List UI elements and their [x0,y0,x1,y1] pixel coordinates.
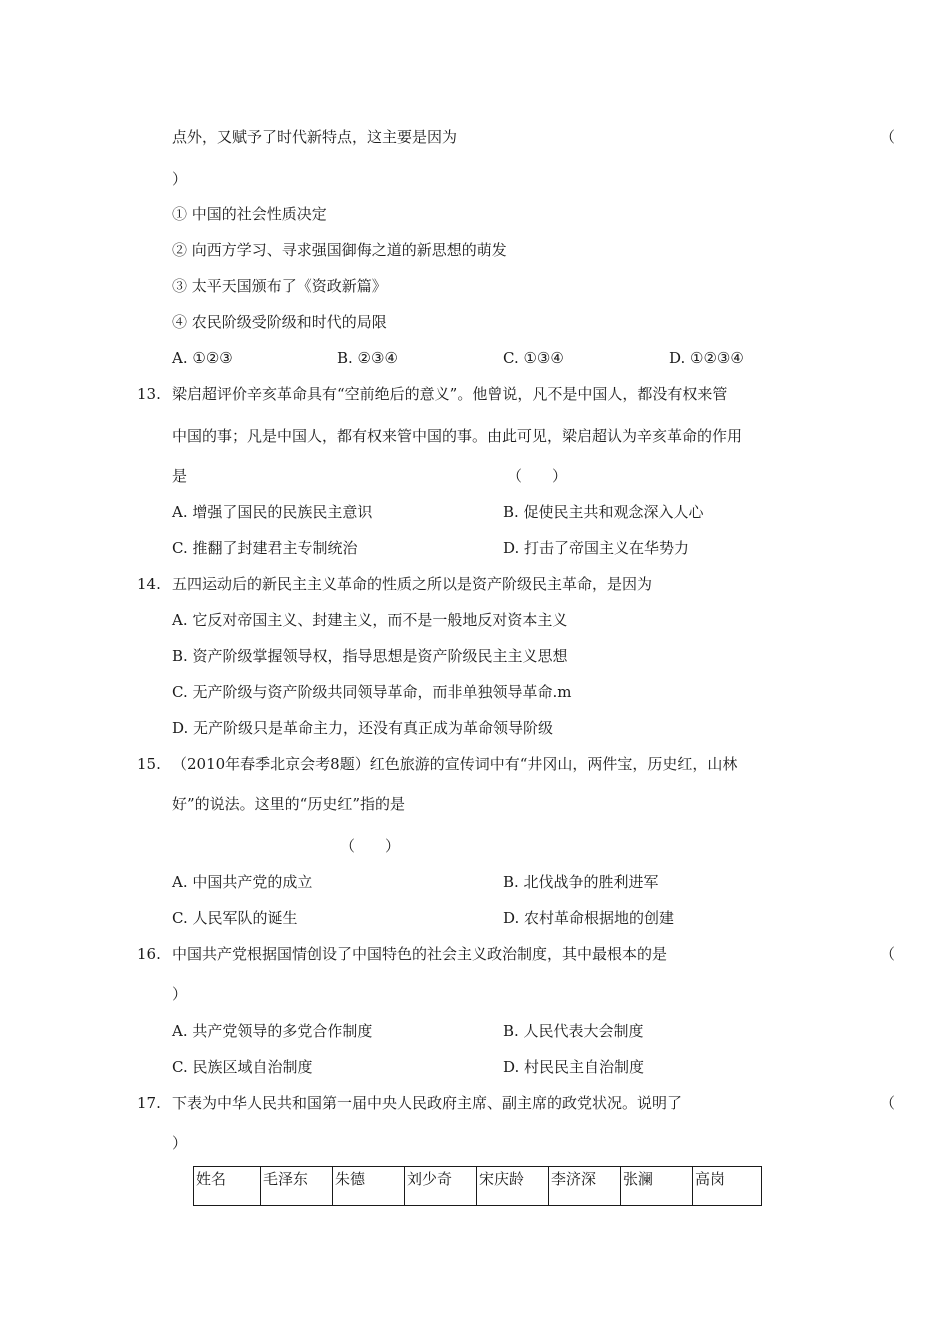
q15-number: 15. [137,755,161,773]
q14-option-d: D. 无产阶级只是革命主力，还没有真正成为革命领导阶级 [172,719,554,737]
q17-paren-close: ） [172,1134,188,1152]
q13-option-d: D. 打击了帝国主义在华势力 [503,539,690,557]
table-cell: 高岗 [693,1167,762,1206]
q16-line1: 中国共产党根据国情创设了中国特色的社会主义政治制度，其中最根本的是 [172,945,668,963]
table-cell: 李济深 [549,1167,621,1206]
q17-line1: 下表为中华人民共和国第一届中央人民政府主席、副主席的政党状况。说明了 [172,1094,683,1112]
q12-option-a: A. ①②③ [172,349,233,367]
q16-paren-open: （ [880,945,896,963]
q16-number: 16. [137,945,161,963]
q13-option-c: C. 推翻了封建君主专制统治 [172,539,358,557]
q12-paren-open: （ [880,128,896,146]
q16-option-a: A. 共产党领导的多党合作制度 [172,1022,373,1040]
q12-item-4: ④ 农民阶级受阶级和时代的局限 [172,313,387,331]
leaders-table [193,1166,762,1206]
q13-line3: 是 [172,467,188,485]
q12-item-1: ① 中国的社会性质决定 [172,205,327,223]
table-cell: 毛泽东 [261,1167,333,1206]
q12-item-3: ③ 太平天国颁布了《资政新篇》 [172,277,387,295]
q13-paren: （ ） [507,467,568,485]
q15-paren: （ ） [340,837,401,855]
q14-option-b: B. 资产阶级掌握领导权，指导思想是资产阶级民主主义思想 [172,647,568,665]
q16-option-b: B. 人民代表大会制度 [503,1022,644,1040]
table-row [194,1167,762,1206]
q12-paren-close: ） [172,170,188,188]
q14-option-c: C. 无产阶级与资产阶级共同领导革命，而非单独领导革命.m [172,683,572,701]
q16-option-c: C. 民族区域自治制度 [172,1058,313,1076]
q15-option-c: C. 人民军队的诞生 [172,909,298,927]
q12-item-2: ② 向西方学习、寻求强国御侮之道的新思想的萌发 [172,241,507,259]
q15-option-a: A. 中国共产党的成立 [172,873,313,891]
q16-paren-close: ） [172,985,188,1003]
table-cell: 宋庆龄 [477,1167,549,1206]
q13-option-b: B. 促使民主共和观念深入人心 [503,503,704,521]
q17-paren-open: （ [880,1094,896,1112]
q17-number: 17. [137,1094,161,1112]
q13-line1: 梁启超评价辛亥革命具有“空前绝后的意义”。他曾说，凡不是中国人，都没有权来管 [172,385,728,403]
table-cell: 刘少奇 [405,1167,477,1206]
q13-option-a: A. 增强了国民的民族民主意识 [172,503,373,521]
q15-option-b: B. 北伐战争的胜利进军 [503,873,659,891]
q15-option-d: D. 农村革命根据地的创建 [503,909,675,927]
table-cell: 朱德 [333,1167,405,1206]
q16-option-d: D. 村民民主自治制度 [503,1058,645,1076]
q12-line1: 点外，又赋予了时代新特点，这主要是因为 [172,128,458,146]
q15-line2: 好”的说法。这里的“历史红”指的是 [172,795,406,813]
q12-option-d: D. ①②③④ [669,349,744,367]
table-cell: 张澜 [621,1167,693,1206]
q12-option-c: C. ①③④ [503,349,564,367]
q14-line1: 五四运动后的新民主主义革命的性质之所以是资产阶级民主革命，是因为 [172,575,653,593]
q14-number: 14. [137,575,161,593]
q13-number: 13. [137,385,161,403]
q14-option-a: A. 它反对帝国主义、封建主义，而不是一般地反对资本主义 [172,611,568,629]
q13-line2: 中国的事；凡是中国人，都有权来管中国的事。由此可见，梁启超认为辛亥革命的作用 [172,427,743,445]
q12-option-b: B. ②③④ [337,349,398,367]
table-cell: 姓名 [194,1167,261,1206]
q15-line1: （2010年春季北京会考8题）红色旅游的宣传词中有“井冈山，两件宝，历史红，山林 [172,755,738,773]
